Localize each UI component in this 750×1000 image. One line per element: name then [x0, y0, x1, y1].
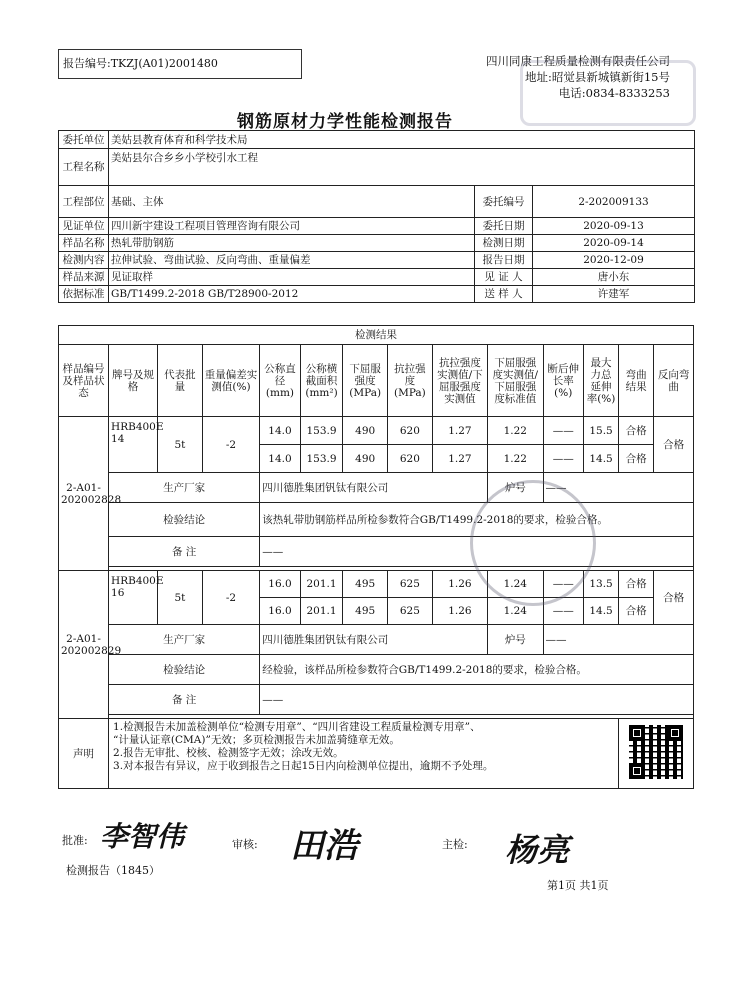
- col-ratio2: 下屈服强度实测值/下屈服强度标准值: [488, 345, 543, 417]
- statement-text: 1.检测报告未加盖检测单位“检测专用章”、“四川省建设工程质量检测专用章”、 “计量认证章(CMA)”无效；多页检测报告未加盖骑缝章无效。 2.报告无审批、校核、检测签字无效；涂改无效。 3.对本报告有异议，应于收到报告之日起15日内向检测单位提出，逾期不予处理。: [109, 719, 619, 789]
- col-ratio1: 抗拉强度实测值/下屈服强度实测值: [432, 345, 487, 417]
- manufacturer-row: [59, 473, 694, 503]
- results-header-row: [59, 345, 694, 417]
- remark-value: ——: [260, 537, 694, 567]
- qr-code-icon: [629, 725, 683, 779]
- ratio2: 1.24: [488, 598, 543, 625]
- sender-value: 许建军: [533, 286, 695, 303]
- col-batch: 代表批量: [158, 345, 203, 417]
- page-title: 钢筋原材力学性能检测报告: [237, 112, 453, 132]
- area: 153.9: [300, 445, 343, 473]
- tensile: 625: [388, 571, 433, 598]
- area: 201.1: [300, 598, 343, 625]
- sample-label: 样品名称: [59, 235, 109, 252]
- diameter: 14.0: [260, 445, 300, 473]
- manufacturer-row: [59, 625, 694, 655]
- report-date-value: 2020-12-09: [533, 252, 695, 269]
- project-label: 工程名称: [59, 149, 109, 186]
- source-label: 样品来源: [59, 269, 109, 286]
- ratio1: 1.26: [432, 571, 487, 598]
- col-diameter: 公称直径(mm): [260, 345, 300, 417]
- table-row: [59, 417, 694, 445]
- col-yield: 下屈服强度(MPa): [343, 345, 388, 417]
- part-value: 基础、主体: [109, 186, 475, 218]
- col-weight-dev: 重量偏差实测值(%): [202, 345, 260, 417]
- col-max-elong: 最大力总延伸率(%): [583, 345, 618, 417]
- review-signature: 田浩: [290, 826, 358, 866]
- manufacturer-value: 四川德胜集团钒钛有限公司: [260, 473, 488, 503]
- sample-value: 热轧带肋钢筋: [109, 235, 475, 252]
- report-date-label: 报告日期: [475, 252, 533, 269]
- remark-row: [59, 685, 694, 715]
- results-table: [58, 325, 694, 789]
- witness-label: 见证单位: [59, 218, 109, 235]
- col-area: 公称横截面积(mm²): [300, 345, 343, 417]
- heat-no-value: ——: [543, 625, 694, 655]
- manufacturer-value: 四川德胜集团钒钛有限公司: [260, 625, 488, 655]
- remark-label: 备 注: [109, 537, 260, 567]
- conclusion-value: 经检验，该样品所检参数符合GB/T1499.2-2018的要求，检验合格。: [260, 655, 694, 685]
- client-label: 委托单位: [59, 131, 109, 149]
- batch: 5t: [158, 571, 203, 625]
- sender-label: 送 样 人: [475, 286, 533, 303]
- entrust-date-label: 委托日期: [475, 218, 533, 235]
- witness-person-label: 见 证 人: [475, 269, 533, 286]
- rebend: 合格: [654, 417, 694, 473]
- area: 201.1: [300, 571, 343, 598]
- part-label: 工程部位: [59, 186, 109, 218]
- entrust-no-label: 委托编号: [475, 186, 533, 218]
- conclusion-row: [59, 503, 694, 537]
- client-value: 美姑县教育体育和科学技术局: [109, 131, 695, 149]
- col-rebend: 反向弯曲: [654, 345, 694, 417]
- conclusion-row: [59, 655, 694, 685]
- max-elong: 13.5: [583, 571, 618, 598]
- area: 153.9: [300, 417, 343, 445]
- tensile: 620: [388, 417, 433, 445]
- qr-cell: [619, 719, 694, 789]
- company-address: 地址:昭觉县新城镇新街15号: [524, 70, 670, 84]
- manufacturer-label: 生产厂家: [109, 473, 260, 503]
- diameter: 16.0: [260, 598, 300, 625]
- conclusion-label: 检验结论: [109, 503, 260, 537]
- sample-id: 2-A01-202002829: [59, 571, 109, 719]
- col-elong: 断后伸长率(%): [543, 345, 583, 417]
- items-value: 拉伸试验、弯曲试验、反向弯曲、重量偏差: [109, 252, 475, 269]
- tensile: 620: [388, 445, 433, 473]
- weight-dev: -2: [202, 571, 260, 625]
- heat-no-value: ——: [543, 473, 694, 503]
- project-value: 美姑县尔合乡乡小学校引水工程: [109, 149, 695, 186]
- diameter: 16.0: [260, 571, 300, 598]
- heat-no-label: 炉号: [488, 625, 543, 655]
- ratio2: 1.24: [488, 571, 543, 598]
- company-name: 四川同康工程质量检测有限责任公司: [486, 54, 670, 68]
- yield: 495: [343, 598, 388, 625]
- elong: ——: [543, 417, 583, 445]
- bend: 合格: [619, 445, 654, 473]
- max-elong: 15.5: [583, 417, 618, 445]
- yield: 490: [343, 445, 388, 473]
- standard-label: 依据标准: [59, 286, 109, 303]
- conclusion-value: 该热轧带肋钢筋样品所检参数符合GB/T1499.2-2018的要求，检验合格。: [260, 503, 694, 537]
- info-table: [58, 130, 695, 303]
- test-date-label: 检测日期: [475, 235, 533, 252]
- heat-no-label: 炉号: [488, 473, 543, 503]
- col-bend: 弯曲结果: [619, 345, 654, 417]
- remark-label: 备 注: [109, 685, 260, 715]
- results-title: 检测结果: [59, 326, 694, 345]
- table-row: [59, 571, 694, 598]
- col-sample-id: 样品编号及样品状态: [59, 345, 109, 417]
- top-stamp: [520, 60, 696, 126]
- inspection-stamp: [470, 480, 596, 606]
- page-number: 第1页 共1页: [547, 879, 609, 892]
- ratio2: 1.22: [488, 445, 543, 473]
- sample-id: 2-A01-202002828: [59, 417, 109, 571]
- standard-value: GB/T1499.2-2018 GB/T28900-2012: [109, 286, 475, 303]
- statement-row: [59, 719, 694, 789]
- entrust-date-value: 2020-09-13: [533, 218, 695, 235]
- ratio2: 1.22: [488, 417, 543, 445]
- grade-spec: HRB400E 14: [109, 417, 158, 473]
- report-code: 检测报告（1845）: [66, 864, 160, 877]
- max-elong: 14.5: [583, 445, 618, 473]
- test-date-value: 2020-09-14: [533, 235, 695, 252]
- max-elong: 14.5: [583, 598, 618, 625]
- remark-value: ——: [260, 685, 694, 715]
- col-tensile: 抗拉强度(MPa): [388, 345, 433, 417]
- manufacturer-label: 生产厂家: [109, 625, 260, 655]
- diameter: 14.0: [260, 417, 300, 445]
- bend: 合格: [619, 417, 654, 445]
- elong: ——: [543, 598, 583, 625]
- ratio1: 1.26: [432, 598, 487, 625]
- yield: 490: [343, 417, 388, 445]
- items-label: 检测内容: [59, 252, 109, 269]
- source-value: 见证取样: [109, 269, 475, 286]
- test-label: 主检:: [442, 838, 468, 851]
- statement-label: 声明: [59, 719, 109, 789]
- elong: ——: [543, 445, 583, 473]
- witness-value: 四川新宇建设工程项目管理咨询有限公司: [109, 218, 475, 235]
- rebend: 合格: [654, 571, 694, 625]
- review-label: 审核:: [232, 838, 258, 851]
- report-number: 报告编号:TKZJ(A01)2001480: [58, 49, 302, 79]
- approve-label: 批准:: [62, 834, 88, 847]
- bend: 合格: [619, 571, 654, 598]
- ratio1: 1.27: [432, 417, 487, 445]
- weight-dev: -2: [202, 417, 260, 473]
- elong: ——: [543, 571, 583, 598]
- batch: 5t: [158, 417, 203, 473]
- bend: 合格: [619, 598, 654, 625]
- col-grade: 牌号及规格: [109, 345, 158, 417]
- test-signature: 杨亮: [505, 831, 570, 869]
- company-phone: 电话:0834-8333253: [558, 86, 670, 100]
- ratio1: 1.27: [432, 445, 487, 473]
- approve-signature: 李智伟: [100, 820, 185, 853]
- yield: 495: [343, 571, 388, 598]
- conclusion-label: 检验结论: [109, 655, 260, 685]
- remark-row: [59, 537, 694, 567]
- grade-spec: HRB400E 16: [109, 571, 158, 625]
- witness-person-value: 唐小东: [533, 269, 695, 286]
- entrust-no-value: 2-202009133: [533, 186, 695, 218]
- tensile: 625: [388, 598, 433, 625]
